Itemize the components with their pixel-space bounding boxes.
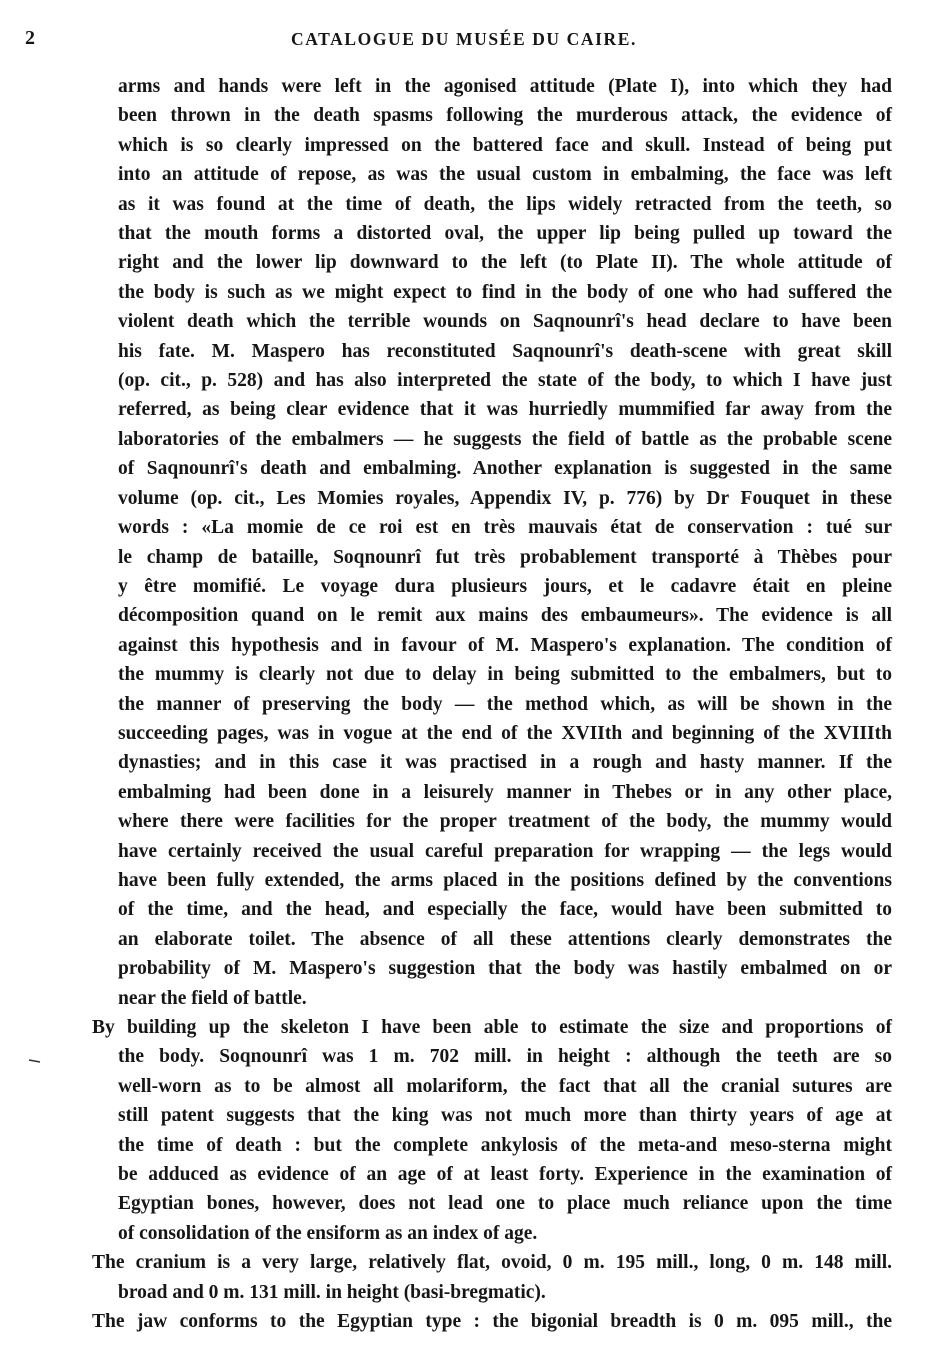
text-line: (op. cit., p. 528) and has also interpreted the state of the body, to which I have just [118,370,892,392]
text-line: embalming had been done in a leisurely manner in Thebes or in any other place, [118,781,892,803]
text-line: against this hypothesis and in favour of M. Maspero's explanation. The condition of [118,634,892,656]
text-line: y être momifié. Le voyage dura plusieurs jours, et le cadavre était en pleine [118,575,892,597]
text-line: violent death which the terrible wounds on Saqnounrî's head declare to have been [118,311,892,333]
text-line: décomposition quand on le remit aux mains des embaumeurs». The evidence is all [118,605,892,627]
text-line: volume (op. cit., Les Momies royales, Appendix IV, p. 776) by Dr Fouquet in these [118,487,892,509]
text-line: probability of M. Maspero's suggestion that the body was hastily embalmed on or [118,958,892,980]
text-line: have been fully extended, the arms placed in the positions defined by the conventions [118,869,892,891]
text-line: broad and 0 m. 131 mill. in height (basi-bregmatic). [118,1281,546,1303]
text-line: the time of death : but the complete ankylosis of the meta-and meso-sterna might [118,1134,892,1156]
body-text [92,72,892,1336]
text-line: Egyptian bones, however, does not lead one to place much reliance upon the time [118,1193,892,1215]
text-line: of consolidation of the ensiform as an index of age. [118,1222,538,1244]
text-line: that the mouth forms a distorted oval, the upper lip being pulled up toward the [118,223,892,245]
text-line: into an attitude of repose, as was the usual custom in embalming, the face was left [118,164,892,186]
text-line: the mummy is clearly not due to delay in being submitted to the embalmers, but to [118,664,892,686]
text-line: referred, as being clear evidence that it was hurriedly mummified far away from the [118,399,892,421]
paragraph-continuation [92,72,892,1013]
margin-pencil-mark [28,1058,42,1064]
running-title: CATALOGUE DU MUSÉE DU CAIRE. [290,29,638,49]
text-line: right and the lower lip downward to the left (to Plate II). The whole attitude of [118,252,892,274]
text-line: been thrown in the death spasms following the murderous attack, the evidence of [118,105,892,127]
text-line: which is so clearly impressed on the battered face and skull. Instead of being put [118,134,892,156]
text-line: where there were facilities for the proper treatment of the body, the mummy would [118,811,892,833]
text-line: well-worn as to be almost all molariform, the fact that all the cranial sutures are [118,1075,892,1097]
paragraph-cranium [92,1248,892,1307]
text-line: have certainly received the usual careful preparation for wrapping — the legs would [118,840,892,862]
page-number: 2 [25,27,35,49]
text-line: The cranium is a very large, relatively flat, ovoid, 0 m. 195 mill., long, 0 m. 148 mill. [92,1252,892,1274]
text-line: still patent suggests that the king was not much more than thirty years of age at [118,1105,892,1127]
text-line: of Saqnounrî's death and embalming. Another explanation is suggested in the same [118,458,892,480]
text-line: arms and hands were left in the agonised attitude (Plate I), into which they had [118,76,892,97]
text-line: By building up the skeleton I have been able to estimate the size and proportions of [92,1017,892,1038]
text-line: the body. Soqnounrî was 1 m. 702 mill. in height : although the teeth are so [118,1046,892,1068]
text-line: laboratories of the embalmers — he suggests the field of battle as the probable scene [118,428,892,450]
text-line: the body is such as we might expect to find in the body of one who had suffered the [118,281,892,303]
paragraph-skeleton-estimate [92,1013,892,1248]
paragraph-jaw [92,1307,892,1336]
text-line: words : «La momie de ce roi est en très mauvais état de conservation : tué sur [118,517,892,539]
text-line: be adduced as evidence of an age of at least forty. Experience in the examination of [118,1164,892,1186]
text-line: le champ de bataille, Soqnounrî fut très probablement transporté à Thèbes pour [118,546,892,568]
text-line: The jaw conforms to the Egyptian type : the bigonial breadth is 0 m. 095 mill., the [92,1311,892,1333]
text-line: succeeding pages, was in vogue at the end of the XVIIth and beginning of the XVIIIth [118,722,892,744]
text-line: near the field of battle. [118,987,307,1009]
text-line: the manner of preserving the body — the method which, as will be shown in the [118,693,892,715]
text-line: his fate. M. Maspero has reconstituted Saqnounrî's death-scene with great skill [118,340,892,362]
text-line: as it was found at the time of death, the lips widely retracted from the teeth, so [118,193,892,215]
text-line: of the time, and the head, and especially the face, would have been submitted to [118,899,892,921]
text-line: an elaborate toilet. The absence of all these attentions clearly demonstrates the [118,928,892,950]
text-line: dynasties; and in this case it was practised in a rough and hasty manner. If the [118,752,892,774]
